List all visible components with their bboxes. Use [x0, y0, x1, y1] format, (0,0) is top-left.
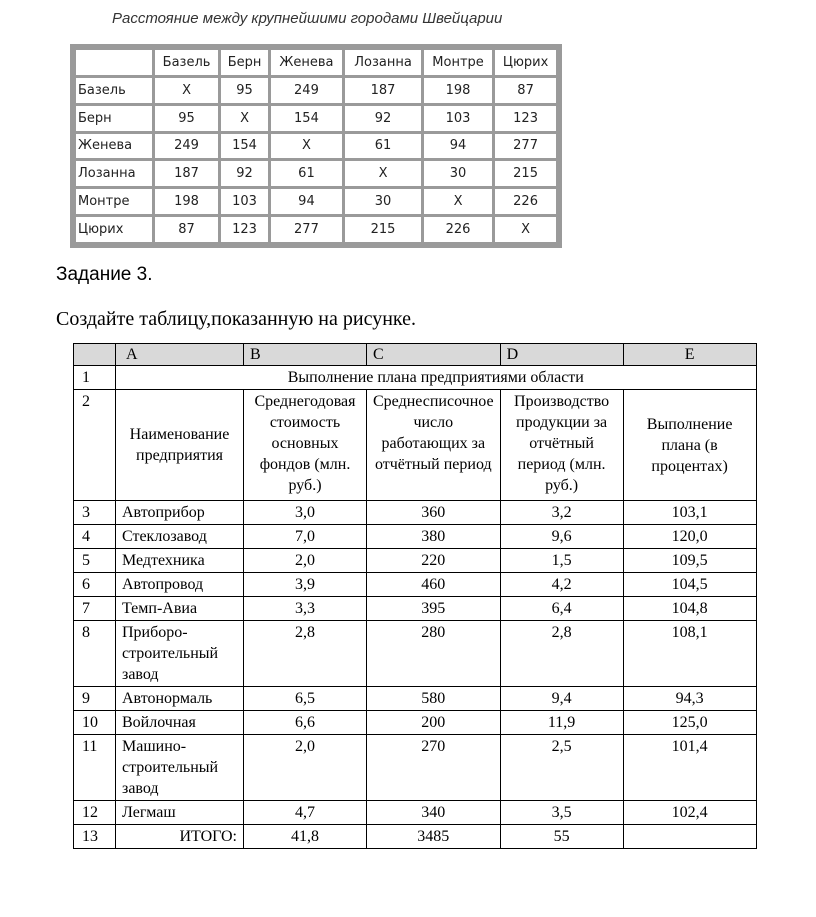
sheet-row	[74, 687, 757, 711]
plan-percent-cell: 104,8	[623, 597, 756, 621]
distance-cell: 95	[155, 106, 219, 131]
distance-cell: X	[155, 78, 219, 103]
employees-cell: 360	[367, 501, 501, 525]
distance-cell: 30	[345, 189, 421, 214]
company-name-cell: Автоприбор	[116, 501, 244, 525]
distance-row-header: Монтре	[76, 189, 152, 214]
employees-cell: 280	[367, 621, 501, 687]
distance-row-header: Базель	[76, 78, 152, 103]
distance-cell: 215	[495, 161, 556, 186]
distance-table	[73, 47, 559, 245]
distance-cell: X	[495, 217, 556, 242]
distance-cell: 94	[271, 189, 342, 214]
row-2-headers	[74, 390, 757, 501]
header-b: Среднегодовая стоимость основных фондов (млн. руб.)	[244, 390, 367, 501]
row-number: 5	[74, 549, 116, 573]
distance-col-header: Базель	[155, 50, 219, 75]
distance-table-image	[70, 44, 562, 248]
distance-cell: 61	[345, 134, 421, 159]
distance-col-header: Монтре	[424, 50, 492, 75]
distance-cell: 87	[495, 78, 556, 103]
production-cell: 3,5	[500, 801, 623, 825]
row-1	[74, 366, 757, 390]
distance-row-header: Лозанна	[76, 161, 152, 186]
employees-cell: 380	[367, 525, 501, 549]
spreadsheet-table	[73, 343, 757, 849]
distance-cell: 103	[221, 189, 267, 214]
distance-cell: 92	[345, 106, 421, 131]
distance-corner-cell	[76, 50, 152, 75]
plan-percent-cell: 102,4	[623, 801, 756, 825]
sheet-row	[74, 501, 757, 525]
employees-cell: 460	[367, 573, 501, 597]
distance-cell: 123	[495, 106, 556, 131]
employees-cell: 395	[367, 597, 501, 621]
employees-cell: 270	[367, 735, 501, 801]
distance-row	[76, 217, 556, 242]
plan-percent-cell: 120,0	[623, 525, 756, 549]
distance-cell: 95	[221, 78, 267, 103]
plan-percent-cell: 104,5	[623, 573, 756, 597]
distance-cell: 249	[155, 134, 219, 159]
header-a: Наименование предприятия	[116, 390, 244, 501]
col-letter-b: B	[244, 344, 367, 366]
company-name-cell: Приборо-строительный завод	[116, 621, 244, 687]
row-number: 11	[74, 735, 116, 801]
company-name-cell: Медтехника	[116, 549, 244, 573]
fixed-assets-cell: 6,5	[244, 687, 367, 711]
task-text: Создайте таблицу,показанную на рисунке.	[56, 308, 416, 330]
row-number: 7	[74, 597, 116, 621]
fixed-assets-cell: 4,7	[244, 801, 367, 825]
distance-cell: 249	[271, 78, 342, 103]
distance-col-header: Берн	[221, 50, 267, 75]
distance-row-header: Женева	[76, 134, 152, 159]
distance-col-header: Цюрих	[495, 50, 556, 75]
col-letter-e: E	[623, 344, 756, 366]
fixed-assets-cell: 6,6	[244, 711, 367, 735]
distance-cell: 154	[221, 134, 267, 159]
row-number: 13	[74, 825, 116, 849]
employees-cell: 580	[367, 687, 501, 711]
distance-row	[76, 161, 556, 186]
fixed-assets-cell: 2,0	[244, 735, 367, 801]
sheet-title-cell: Выполнение плана предприятиями области	[116, 366, 757, 390]
fixed-assets-cell: 2,8	[244, 621, 367, 687]
header-e: Выполнение плана (в процентах)	[623, 390, 756, 501]
distance-col-header: Лозанна	[345, 50, 421, 75]
row-number: 2	[74, 390, 116, 501]
header-d: Производство продукции за отчётный период (млн. руб.)	[500, 390, 623, 501]
distance-cell: 87	[155, 217, 219, 242]
company-name-cell: Стеклозавод	[116, 525, 244, 549]
distance-row	[76, 134, 556, 159]
plan-percent-cell: 94,3	[623, 687, 756, 711]
column-letters-row	[74, 344, 757, 366]
sheet-row	[74, 573, 757, 597]
production-cell: 6,4	[500, 597, 623, 621]
distance-table-title: Расстояние между крупнейшими городами Швейцарии	[112, 10, 503, 27]
col-letter-c: C	[367, 344, 501, 366]
sheet-row	[74, 711, 757, 735]
row-number: 8	[74, 621, 116, 687]
plan-percent-cell: 109,5	[623, 549, 756, 573]
total-plan-percent	[623, 825, 756, 849]
production-cell: 1,5	[500, 549, 623, 573]
distance-cell: 277	[495, 134, 556, 159]
row-number: 4	[74, 525, 116, 549]
sheet-row	[74, 525, 757, 549]
sheet-row	[74, 621, 757, 687]
distance-cell: 187	[155, 161, 219, 186]
plan-percent-cell: 101,4	[623, 735, 756, 801]
total-row	[74, 825, 757, 849]
fixed-assets-cell: 3,9	[244, 573, 367, 597]
employees-cell: 340	[367, 801, 501, 825]
fixed-assets-cell: 3,0	[244, 501, 367, 525]
distance-cell: 61	[271, 161, 342, 186]
distance-cell: 215	[345, 217, 421, 242]
distance-cell: 277	[271, 217, 342, 242]
sheet-row	[74, 549, 757, 573]
distance-col-header: Женева	[271, 50, 342, 75]
corner-cell	[74, 344, 116, 366]
distance-cell: 198	[155, 189, 219, 214]
distance-cell: X	[271, 134, 342, 159]
distance-cell: 123	[221, 217, 267, 242]
production-cell: 3,2	[500, 501, 623, 525]
company-name-cell: Автопровод	[116, 573, 244, 597]
row-number: 10	[74, 711, 116, 735]
production-cell: 9,4	[500, 687, 623, 711]
company-name-cell: Машино-строительный завод	[116, 735, 244, 801]
distance-cell: 103	[424, 106, 492, 131]
header-c: Среднесписочное число работающих за отчётный период	[367, 390, 501, 501]
distance-cell: 226	[495, 189, 556, 214]
sheet-row	[74, 735, 757, 801]
distance-header-row	[76, 50, 556, 75]
row-number: 9	[74, 687, 116, 711]
employees-cell: 220	[367, 549, 501, 573]
total-fixed-assets: 41,8	[244, 825, 367, 849]
distance-row-header: Берн	[76, 106, 152, 131]
plan-percent-cell: 103,1	[623, 501, 756, 525]
distance-cell: X	[345, 161, 421, 186]
total-production: 55	[500, 825, 623, 849]
distance-cell: 154	[271, 106, 342, 131]
fixed-assets-cell: 3,3	[244, 597, 367, 621]
plan-percent-cell: 108,1	[623, 621, 756, 687]
production-cell: 9,6	[500, 525, 623, 549]
col-letter-d: D	[500, 344, 623, 366]
total-label: ИТОГО:	[116, 825, 244, 849]
production-cell: 2,8	[500, 621, 623, 687]
row-number: 12	[74, 801, 116, 825]
distance-cell: 226	[424, 217, 492, 242]
distance-cell: 92	[221, 161, 267, 186]
production-cell: 4,2	[500, 573, 623, 597]
distance-row	[76, 78, 556, 103]
row-number: 1	[74, 366, 116, 390]
distance-cell: X	[221, 106, 267, 131]
distance-row-header: Цюрих	[76, 217, 152, 242]
row-number: 6	[74, 573, 116, 597]
distance-cell: 94	[424, 134, 492, 159]
distance-row	[76, 106, 556, 131]
task-heading: Задание 3.	[56, 264, 153, 285]
fixed-assets-cell: 7,0	[244, 525, 367, 549]
production-cell: 2,5	[500, 735, 623, 801]
company-name-cell: Автонормаль	[116, 687, 244, 711]
company-name-cell: Легмаш	[116, 801, 244, 825]
sheet-row	[74, 597, 757, 621]
distance-cell: X	[424, 189, 492, 214]
col-letter-a: A	[116, 344, 244, 366]
total-employees: 3485	[367, 825, 501, 849]
company-name-cell: Темп-Авиа	[116, 597, 244, 621]
row-number: 3	[74, 501, 116, 525]
distance-cell: 198	[424, 78, 492, 103]
employees-cell: 200	[367, 711, 501, 735]
distance-cell: 30	[424, 161, 492, 186]
production-cell: 11,9	[500, 711, 623, 735]
plan-percent-cell: 125,0	[623, 711, 756, 735]
company-name-cell: Войлочная	[116, 711, 244, 735]
distance-cell: 187	[345, 78, 421, 103]
sheet-row	[74, 801, 757, 825]
distance-row	[76, 189, 556, 214]
fixed-assets-cell: 2,0	[244, 549, 367, 573]
